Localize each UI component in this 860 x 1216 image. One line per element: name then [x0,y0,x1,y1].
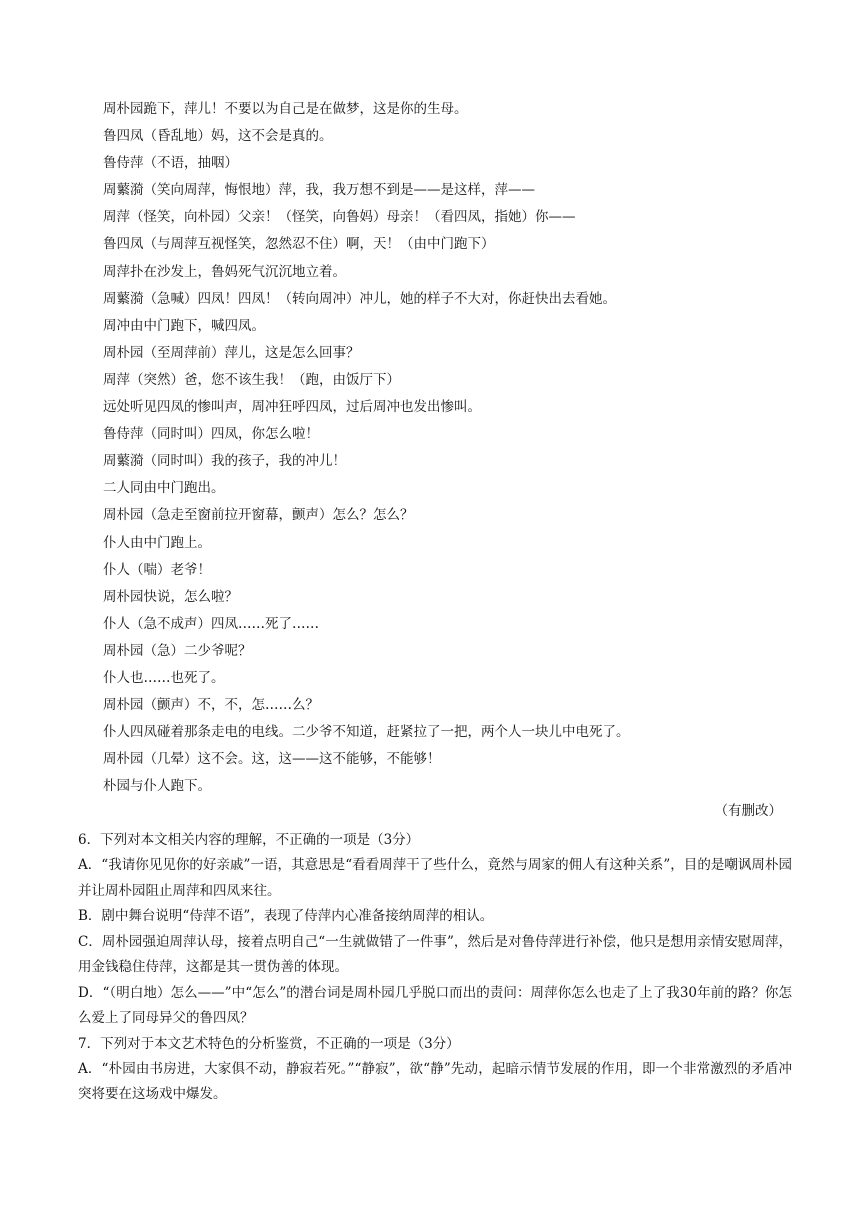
question-7-stem: 7．下列对于本文艺术特色的分析鉴赏，不正确的一项是（3分） [78,1035,460,1052]
dialogue-line: 周萍扑在沙发上，鲁妈死气沉沉地立着。 [103,263,346,280]
dialogue-line: 朴园与仆人跑下。 [103,778,211,795]
dialogue-line: 周朴园快说，怎么啦？ [103,588,238,605]
dialogue-line: 鲁侍萍（同时叫）四凤，你怎么啦！ [103,426,319,443]
questions-section [78,828,792,1108]
dialogue-line: 鲁侍萍（不语，抽咽） [103,155,238,172]
source-note: （有删改） [714,803,782,819]
question-6-option-b: B．剧中舞台说明“侍萍不语”，表现了侍萍内心准备接纳周萍的相认。 [78,908,494,924]
dialogue-line: 周朴园（急）二少爷呢？ [103,642,252,659]
question-6-option-c: C．周朴园强迫周萍认母，接着点明自己“一生就做错了一件事”，然后是对鲁侍萍进行补偿，他只是想用亲情安慰周萍，用金钱稳住侍萍，这都是其一贯伪善的体现。 [78,933,792,975]
dialogue-line: 仆人由中门跑上。 [103,534,211,551]
dialogue-line: 仆人（急不成声）四凤……死了…… [103,615,319,632]
dialogue-line: 鲁四凤（与周萍互视怪笑，忽然忍不住）啊，天！（由中门跑下） [103,236,495,253]
dialogue-line: 周朴园（颤声）不，不，怎……么？ [103,697,319,714]
dialogue-line: 周蘩漪（急喊）四凤！四凤！（转向周冲）冲儿，她的样子不大对，你赶快出去看她。 [103,290,616,307]
dialogue-line: 周萍（怪笑，向朴园）父亲！（怪笑，向鲁妈）母亲！（看四凤，指她）你—— [103,209,576,226]
dialogue-line: 仆人四凤碰着那条走电的电线。二少爷不知道，赶紧拉了一把，两个人一块儿中电死了。 [103,724,630,741]
question-6-stem: 6．下列对本文相关内容的理解，不正确的一项是（3分） [78,832,420,848]
dialogue-line: 周蘩漪（笑向周萍，悔恨地）萍，我，我万想不到是——是这样，萍—— [103,182,535,199]
dialogue-line: 周朴园（至周萍前）萍儿，这是怎么回事？ [103,344,360,361]
dialogue-line: 远处听见四凤的惨叫声，周冲狂呼四凤，过后周冲也发出惨叫。 [103,399,481,416]
dialogue-line: 鲁四凤（昏乱地）妈，这不会是真的。 [103,128,333,145]
dialogue-line: 二人同由中门跑出。 [103,480,225,497]
dialogue-line: 仆人（喘）老爷！ [103,561,211,578]
dialogue-line: 周朴园（几晕）这不会。这，这——这不能够，不能够！ [103,751,441,768]
dialogue-line: 周冲由中门跑下，喊四凤。 [103,317,265,334]
question-6-option-d: D．“（明白地）怎么——”中“怎么”的潜台词是周朴园几乎脱口而出的责问：周萍你怎么也走了上了我30年前的路？你怎么爱上了同母异父的鲁四凤？ [78,984,792,1026]
dialogue-line: 周朴园跪下，萍儿！不要以为自己是在做梦，这是你的生母。 [103,101,468,117]
dialogue-line: 周朴园（急走至窗前拉开窗幕，颤声）怎么？怎么？ [103,507,414,524]
question-7-option-a: A．“朴园由书房进，大家俱不动，静寂若死。”“静寂”，欲“静”先动，起暗示情节发展的作用，即一个非常激烈的矛盾冲突将要在这场戏中爆发。 [78,1060,792,1102]
script-dialogue [103,96,803,800]
question-6-option-a: A．“我请你见见你的好亲戚”一语，其意思是“看看周萍干了些什么，竟然与周家的佣人有这种关系”，目的是嘲讽周朴园并让周朴园阻止周萍和四凤来往。 [78,857,792,899]
dialogue-line: 周蘩漪（同时叫）我的孩子，我的冲儿！ [103,453,346,470]
dialogue-line: 周萍（突然）爸，您不该生我！（跑，由饭厅下） [103,371,400,388]
dialogue-line: 仆人也……也死了。 [103,669,225,686]
